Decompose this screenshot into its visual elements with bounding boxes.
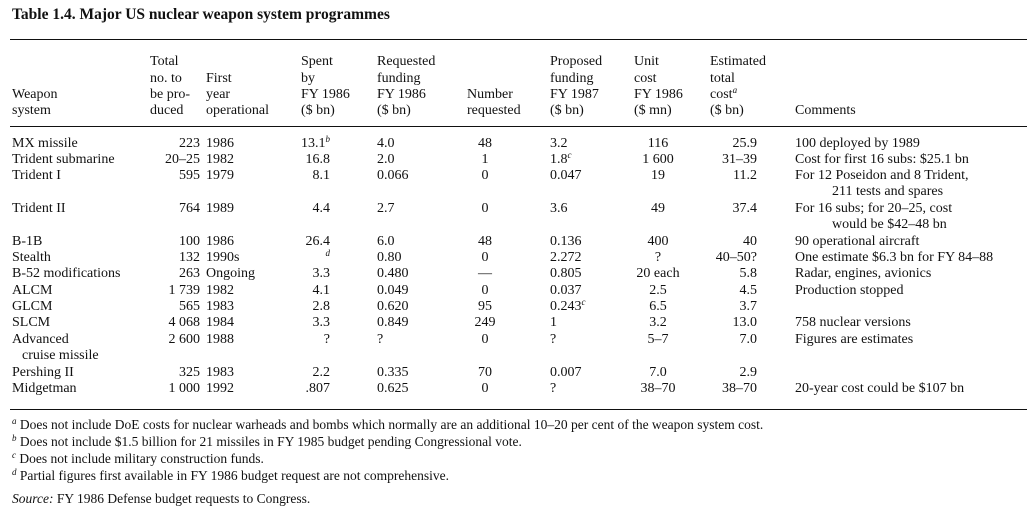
cell-requested: 0.335 <box>377 365 409 380</box>
table-title: Table 1.4. Major US nuclear weapon system programmes <box>12 6 390 23</box>
cell-proposed: 0.037 <box>550 283 582 298</box>
cell-comments: 100 deployed by 1989 <box>795 136 920 151</box>
cell-requested: 0.066 <box>377 168 409 183</box>
cell-estimated: 5.8 <box>739 266 757 281</box>
footnote-mark: d <box>12 467 17 477</box>
header-number: requested <box>467 103 521 118</box>
cell-proposed: ? <box>550 332 557 347</box>
header-proposed: FY 1987 <box>550 86 599 102</box>
footnote-mark: a <box>12 416 17 426</box>
cell-total: 595 <box>179 168 200 183</box>
cell-number: 0 <box>481 381 489 396</box>
footnote-mark: c <box>567 150 572 160</box>
cell-unit-cost: 6.5 <box>649 299 667 314</box>
cell-comments: Production stopped <box>795 283 904 298</box>
header-weapon: Weapon <box>12 86 58 102</box>
cell-comments: For 16 subs; for 20–25, cost <box>795 201 953 216</box>
cell-total: 20–25 <box>165 152 200 167</box>
header-spent: Spent <box>301 54 333 70</box>
header-rule <box>10 126 1027 127</box>
cell-comments: Radar, engines, avionics <box>795 266 932 281</box>
header-unit: cost <box>634 70 657 86</box>
header-unit: Unit <box>634 54 659 70</box>
cell-number: 95 <box>478 299 492 314</box>
cell-requested: 6.0 <box>377 234 395 249</box>
cell-proposed: 1.8$^c$ <box>550 150 572 167</box>
cell-number: 249 <box>474 315 496 330</box>
cell-proposed: 2.272 <box>550 250 582 265</box>
cell-number: 0 <box>481 332 489 347</box>
cell-comments: 758 nuclear versions <box>795 315 911 330</box>
bottom-rule <box>10 409 1027 410</box>
cell-proposed: 0.136 <box>550 234 582 249</box>
cell-proposed: 3.6 <box>550 201 568 216</box>
cell-requested: 0.80 <box>377 250 402 265</box>
header-total: duced <box>150 103 184 118</box>
cell-weapon: GLCM <box>12 299 53 314</box>
cell-requested: 4.0 <box>377 136 395 151</box>
footnote <box>12 434 522 450</box>
header-requested: ($ bn) <box>377 103 411 118</box>
cell-total: 764 <box>179 201 200 216</box>
cell-first-year: 1988 <box>206 332 234 347</box>
cell-requested: 0.620 <box>377 299 409 314</box>
cell-comments: 20-year cost could be $107 bn <box>795 381 965 396</box>
cell-requested: 2.7 <box>377 201 395 216</box>
cell-weapon: Pershing II <box>12 365 74 380</box>
cell-estimated: 38–70 <box>722 381 757 396</box>
cell-unit-cost: 3.2 <box>649 315 667 330</box>
cell-first-year: 1990s <box>206 250 240 265</box>
cell-weapon: Trident II <box>12 201 66 216</box>
cell-comments: One estimate $6.3 bn for FY 84–88 <box>795 250 994 265</box>
header-requested: Requested <box>377 54 436 70</box>
cell-estimated: 40–50? <box>715 250 757 265</box>
footnote-text: Partial figures first available in FY 1986 budget request are not comprehensive. <box>16 468 450 483</box>
cell-comments: For 12 Poseidon and 8 Trident, <box>795 168 969 183</box>
cell-estimated: 37.4 <box>732 201 757 216</box>
cell-comments: Figures are estimates <box>795 332 914 347</box>
cell-number: 0 <box>481 168 489 183</box>
cell-weapon: Midgetman <box>12 381 77 396</box>
header-first: operational <box>206 103 269 118</box>
footnote-text: Does not include $1.5 billion for 21 missiles in FY 1985 budget pending Congressional vote. <box>16 434 522 449</box>
cell-number: 1 <box>481 152 489 167</box>
cell-weapon: Trident I <box>12 168 61 183</box>
footnote-mark: c <box>581 297 586 307</box>
cell-number: 48 <box>478 234 492 249</box>
cell-number: 70 <box>478 365 492 380</box>
cell-number: 48 <box>478 136 492 151</box>
cell-first-year: 1983 <box>206 365 234 380</box>
cell-total: 565 <box>179 299 200 314</box>
cell-requested: 0.625 <box>377 381 409 396</box>
footnote-mark: a <box>732 84 738 95</box>
cell-spent: 16.8 <box>305 152 330 167</box>
cell-first-year: Ongoing <box>206 266 255 281</box>
cell-comments: would be $42–48 bn <box>832 217 947 232</box>
cell-estimated: 40 <box>743 234 757 249</box>
cell-number: 0 <box>481 283 489 298</box>
header-first: year <box>206 86 231 102</box>
header-weapon: system <box>12 103 51 118</box>
header-total: Total <box>150 54 179 70</box>
cell-unit-cost: 116 <box>647 136 669 151</box>
cell-spent: 13.1$^b$ <box>301 134 330 151</box>
header-comments: Comments <box>795 103 856 118</box>
cell-total: 325 <box>179 365 200 380</box>
header-spent: FY 1986 <box>301 86 350 102</box>
cell-total: 2 600 <box>168 332 200 347</box>
cell-proposed: 1 <box>550 315 557 330</box>
cell-proposed: 3.2 <box>550 136 568 151</box>
cell-estimated: 25.9 <box>732 136 757 151</box>
cell-weapon: B-1B <box>12 234 43 249</box>
source-label: Source: <box>12 491 54 506</box>
header-requested: FY 1986 <box>377 86 426 102</box>
cell-unit-cost: 2.5 <box>649 283 667 298</box>
cell-first-year: 1986 <box>206 234 234 249</box>
header-proposed: ($ bn) <box>550 103 584 118</box>
header-number: Number <box>467 86 513 102</box>
cell-requested: 0.480 <box>377 266 409 281</box>
cell-spent: 3.3 <box>312 315 330 330</box>
header-estimated: cost$^a$ <box>710 84 738 102</box>
cell-number: — <box>478 266 492 281</box>
cell-spent: 4.4 <box>312 201 330 216</box>
cell-unit-cost: 49 <box>651 201 665 216</box>
header-proposed: Proposed <box>550 54 603 70</box>
cell-estimated: 2.9 <box>739 365 757 380</box>
cell-proposed: ? <box>550 381 557 396</box>
header-estimated: total <box>710 70 735 86</box>
cell-weapon: B-52 modifications <box>12 266 121 281</box>
cell-first-year: 1992 <box>206 381 234 396</box>
footnote-text: Does not include military construction funds. <box>16 451 264 466</box>
cell-spent: 4.1 <box>312 283 330 298</box>
header-estimated: ($ bn) <box>710 103 744 118</box>
cell-estimated: 3.7 <box>739 299 757 314</box>
cell-comments: Cost for first 16 subs: $25.1 bn <box>795 152 969 167</box>
cell-spent: 26.4 <box>305 234 330 249</box>
cell-spent <box>130 250 330 266</box>
footnote-mark: d <box>325 248 330 258</box>
cell-first-year: 1986 <box>206 136 234 151</box>
top-rule <box>10 39 1027 40</box>
header-spent: ($ bn) <box>301 103 335 118</box>
header-total: be pro- <box>150 86 191 102</box>
cell-proposed: 0.007 <box>550 365 582 380</box>
header-total: no. to <box>150 70 182 86</box>
cell-estimated: 7.0 <box>739 332 757 347</box>
cell-total: 4 068 <box>168 315 200 330</box>
footnote <box>12 417 763 433</box>
cell-unit-cost: 38–70 <box>640 381 676 396</box>
cell-spent: ? <box>323 332 330 347</box>
cell-weapon: ALCM <box>12 283 53 298</box>
cell-requested: ? <box>377 332 384 347</box>
cell-first-year: 1979 <box>206 168 234 183</box>
cell-weapon: MX missile <box>12 136 78 151</box>
cell-total: 100 <box>179 234 200 249</box>
cell-number: 0 <box>481 201 489 216</box>
header-estimated: Estimated <box>710 54 766 70</box>
cell-first-year: 1982 <box>206 152 234 167</box>
footnote-mark: b <box>12 433 17 443</box>
cell-estimated: 13.0 <box>732 315 757 330</box>
cell-proposed: 0.805 <box>550 266 582 281</box>
cell-unit-cost: 19 <box>651 168 665 183</box>
cell-unit-cost: 7.0 <box>649 365 667 380</box>
footnote <box>12 468 449 484</box>
cell-spent: 8.1 <box>312 168 330 183</box>
cell-weapon: Stealth <box>12 250 51 265</box>
cell-total: 1 739 <box>168 283 200 298</box>
footnote-text: Does not include DoE costs for nuclear warheads and bombs which normally are an additional 10–20 per cent of the weapon system cost. <box>16 417 764 432</box>
source-line <box>12 491 310 507</box>
cell-weapon: SLCM <box>12 315 51 330</box>
cell-unit-cost: ? <box>654 250 662 265</box>
cell-total: 263 <box>179 266 200 281</box>
cell-unit-cost: 20 each <box>636 266 680 281</box>
cell-requested: 0.849 <box>377 315 409 330</box>
cell-comments: 90 operational aircraft <box>795 234 920 249</box>
cell-proposed: 0.047 <box>550 168 582 183</box>
cell-estimated: 31–39 <box>722 152 757 167</box>
cell-unit-cost: 5–7 <box>647 332 669 347</box>
cell-total: 132 <box>179 250 200 265</box>
cell-spent: 2.8 <box>312 299 330 314</box>
cell-estimated: 11.2 <box>733 168 757 183</box>
cell-estimated: 4.5 <box>739 283 757 298</box>
cell-unit-cost: 1 600 <box>642 152 674 167</box>
footnote-mark: b <box>325 134 330 144</box>
cell-spent: 3.3 <box>312 266 330 281</box>
cell-weapon: Trident submarine <box>12 152 115 167</box>
header-spent: by <box>301 70 315 86</box>
cell-first-year: 1984 <box>206 315 234 330</box>
footnote <box>12 451 264 467</box>
header-first: First <box>206 70 232 86</box>
cell-requested: 0.049 <box>377 283 409 298</box>
cell-weapon: Advanced <box>12 332 69 347</box>
cell-total: 223 <box>179 136 200 151</box>
cell-comments: 211 tests and spares <box>832 184 944 199</box>
header-unit: ($ mn) <box>634 103 672 118</box>
header-unit: FY 1986 <box>634 86 683 102</box>
cell-total: 1 000 <box>168 381 200 396</box>
cell-first-year: 1989 <box>206 201 234 216</box>
header-proposed: funding <box>550 70 594 86</box>
cell-requested: 2.0 <box>377 152 395 167</box>
cell-spent: 2.2 <box>312 365 330 380</box>
cell-number: 0 <box>481 250 489 265</box>
footnote-mark: c <box>12 450 16 460</box>
source-text: FY 1986 Defense budget requests to Congress. <box>53 491 311 506</box>
cell-weapon: cruise missile <box>22 348 99 363</box>
cell-spent: .807 <box>305 381 330 396</box>
cell-first-year: 1983 <box>206 299 234 314</box>
cell-proposed: 0.243$^c$ <box>550 297 586 314</box>
cell-first-year: 1982 <box>206 283 234 298</box>
cell-unit-cost: 400 <box>647 234 669 249</box>
header-requested: funding <box>377 70 421 86</box>
